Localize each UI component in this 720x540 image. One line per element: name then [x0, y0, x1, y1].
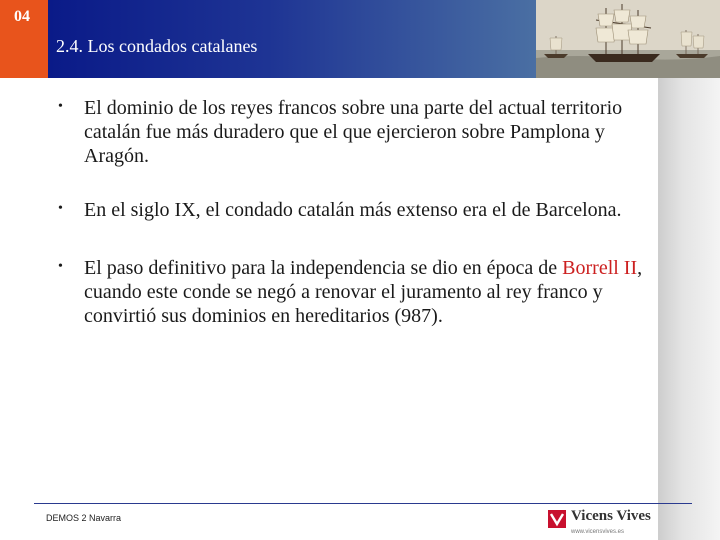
bullet-text: El dominio de los reyes francos sobre una parte del actual territorio catalán fue más duradero que el que ejercieron sobre Pamplona y Aragón.	[84, 97, 623, 167]
bullet-item	[58, 256, 648, 328]
slide-number: 04	[14, 8, 30, 25]
bullet-marker: •	[58, 99, 63, 114]
slide-title: 2.4. Los condados catalanes	[56, 36, 258, 56]
highlighted-name: Borrell II	[562, 257, 638, 279]
bullet-text-start: El paso definitivo para la independencia se dio en época de	[84, 257, 563, 279]
logo-name: Vicens Vives	[571, 508, 651, 524]
bullet-item	[58, 198, 648, 222]
ship-painting-icon	[536, 0, 720, 78]
footer-text: DEMOS 2 Navarra	[46, 513, 122, 523]
logo-url: www.vicensvives.es	[571, 529, 625, 535]
footer-divider	[34, 503, 692, 504]
slide-content	[58, 96, 648, 328]
bullet-text-end: , cuando este conde se negó a renovar el juramento al rey franco y convirtió sus dominios en hereditarios (987).	[84, 257, 643, 327]
title-bar	[48, 0, 536, 78]
slide-number-badge	[0, 0, 48, 78]
bullet-text: En el siglo IX, el condado catalán más extenso era el de Barcelona.	[84, 199, 622, 221]
bullet-item	[58, 96, 648, 168]
ship-painting-image	[536, 0, 720, 78]
vicens-vives-logo	[548, 508, 654, 536]
bullet-marker: •	[58, 201, 63, 216]
logo-mark-icon	[548, 510, 566, 528]
decorative-side-strip	[658, 78, 720, 540]
bullet-marker: •	[58, 259, 63, 274]
